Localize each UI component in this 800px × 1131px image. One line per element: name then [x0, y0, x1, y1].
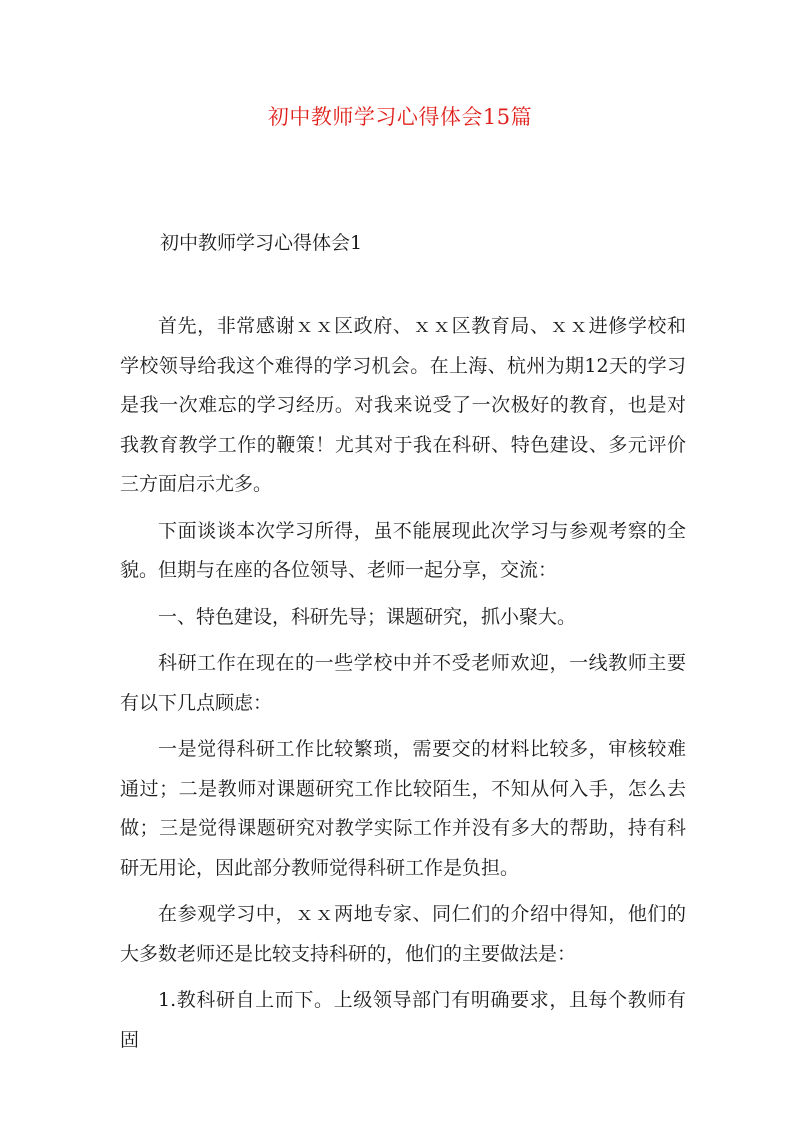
document-title: 初中教师学习心得体会15篇 — [267, 105, 533, 129]
paragraph: 科研工作在现在的一些学校中并不受老师欢迎，一线教师主要有以下几点顾虑： — [120, 652, 686, 714]
section-heading: 初中教师学习心得体会1 — [160, 232, 363, 254]
paragraph: 一、特色建设，科研先导；课题研究，抓小聚大。 — [158, 605, 577, 628]
paragraph: 一是觉得科研工作比较繁琐，需要交的材料比较多，审核较难通过；二是教师对课题研究工作比较陌生，不知从何入手，怎么去做；三是觉得课题研究对教学实际工作并没有多大的帮助，持有科研无用论，因此部分教师觉得科研工作是负担。 — [120, 738, 686, 879]
paragraph: 首先，非常感谢ｘｘ区政府、ｘｘ区教育局、ｘｘ进修学校和学校领导给我这个难得的学习机会。在上海、杭州为期12天的学习是我一次难忘的学习经历。对我来说受了一次极好的教育，也是对我教育教学工作的鞭策！尤其对于我在科研、特色建设、多元评价三方面启示尤多。 — [120, 315, 686, 495]
paragraph: 在参观学习中，ｘｘ两地专家、同仁们的介绍中得知，他们的大多数老师还是比较支持科研的，他们的主要做法是： — [120, 903, 686, 965]
paragraph: 下面谈谈本次学习所得，虽不能展现此次学习与参观考察的全貌。但期与在座的各位领导、老师一起分享，交流： — [120, 519, 686, 581]
document-body — [120, 307, 686, 1067]
paragraph: 1.教科研自上而下。上级领导部门有明确要求，且每个教师有固 — [120, 989, 686, 1051]
